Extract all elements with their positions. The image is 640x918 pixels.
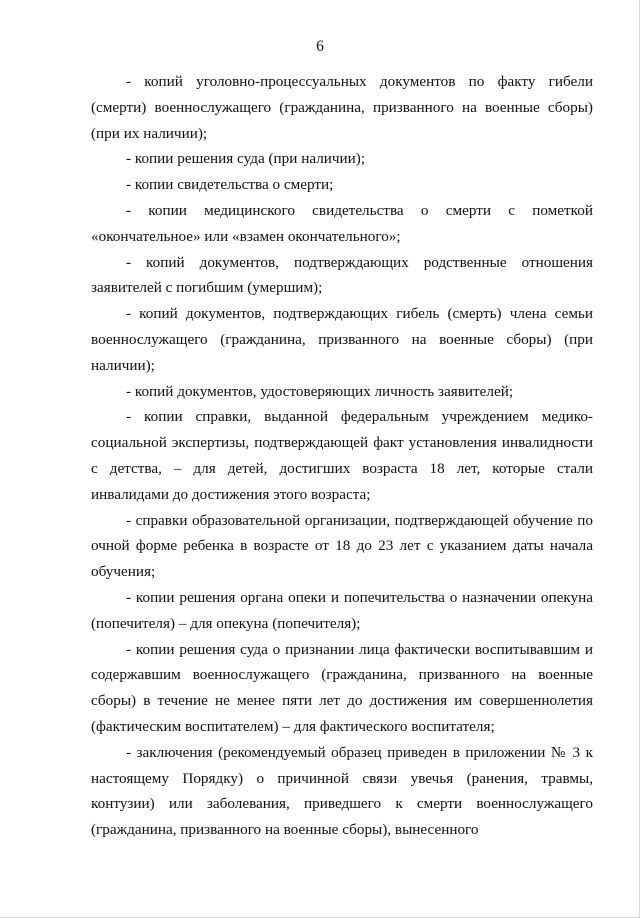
paragraph-actual-caregiver: - копии решения суда о признании лица фактически воспитывавшим и содержавшим военнослужащего (гражданина, призванного на военные сборы) в течение не менее пяти лет до достижения им совершеннолетия (фактическим воспитателем) – для фактического воспитателя;	[91, 640, 593, 735]
paragraph-guardianship-decision: - копии решения органа опеки и попечительства о назначении опекуна (попечителя) – для опекуна (попечителя);	[91, 588, 593, 632]
paragraph-family-member-death: - копий документов, подтверждающих гибель (смерть) члена семьи военнослужащего (гражданина, призванного на военные сборы) (при наличии);	[91, 305, 593, 374]
paragraph-causal-conclusion: - заключения (рекомендуемый образец приведен в приложении № 3 к настоящему Порядку) о причинной связи увечья (ранения, травмы, контузии) или заболевания, приведшего к смерти военнослужащего (гражданина, призванного на военные сборы), вынесенного	[91, 743, 593, 839]
paragraph-disability-certificate: - копии справки, выданной федеральным учреждением медико-социальной экспертизы, подтверждающей факт установления инвалидности с детства, – для детей, достигших возраста 18 лет, которые стали инвалидами до достижения этого возраста;	[91, 408, 593, 503]
paragraph-medical-certificate: - копии медицинского свидетельства о смерти с пометкой «окончательное» или «взамен окончательного»;	[91, 201, 593, 245]
paragraph-kinship-docs: - копий документов, подтверждающих родственные отношения заявителей с погибшим (умершим);	[91, 253, 593, 297]
document-body	[91, 69, 593, 843]
paragraph-criminal-docs: - копий уголовно-процессуальных документов по факту гибели (смерти) военнослужащего (гражданина, призванного на военные сборы) (при их наличии);	[91, 73, 593, 142]
paragraph-court-decision: - копии решения суда (при наличии);	[126, 150, 366, 168]
paragraph-education-certificate: - справки образовательной организации, подтверждающей обучение по очной форме ребенка в возрасте от 18 до 23 лет с указанием даты начала обучения;	[91, 511, 593, 581]
paragraph-death-certificate: - копии свидетельства о смерти;	[126, 176, 334, 194]
page-number: 6	[316, 38, 324, 55]
paragraph-identity-docs: - копий документов, удостоверяющих личность заявителей;	[126, 382, 514, 400]
